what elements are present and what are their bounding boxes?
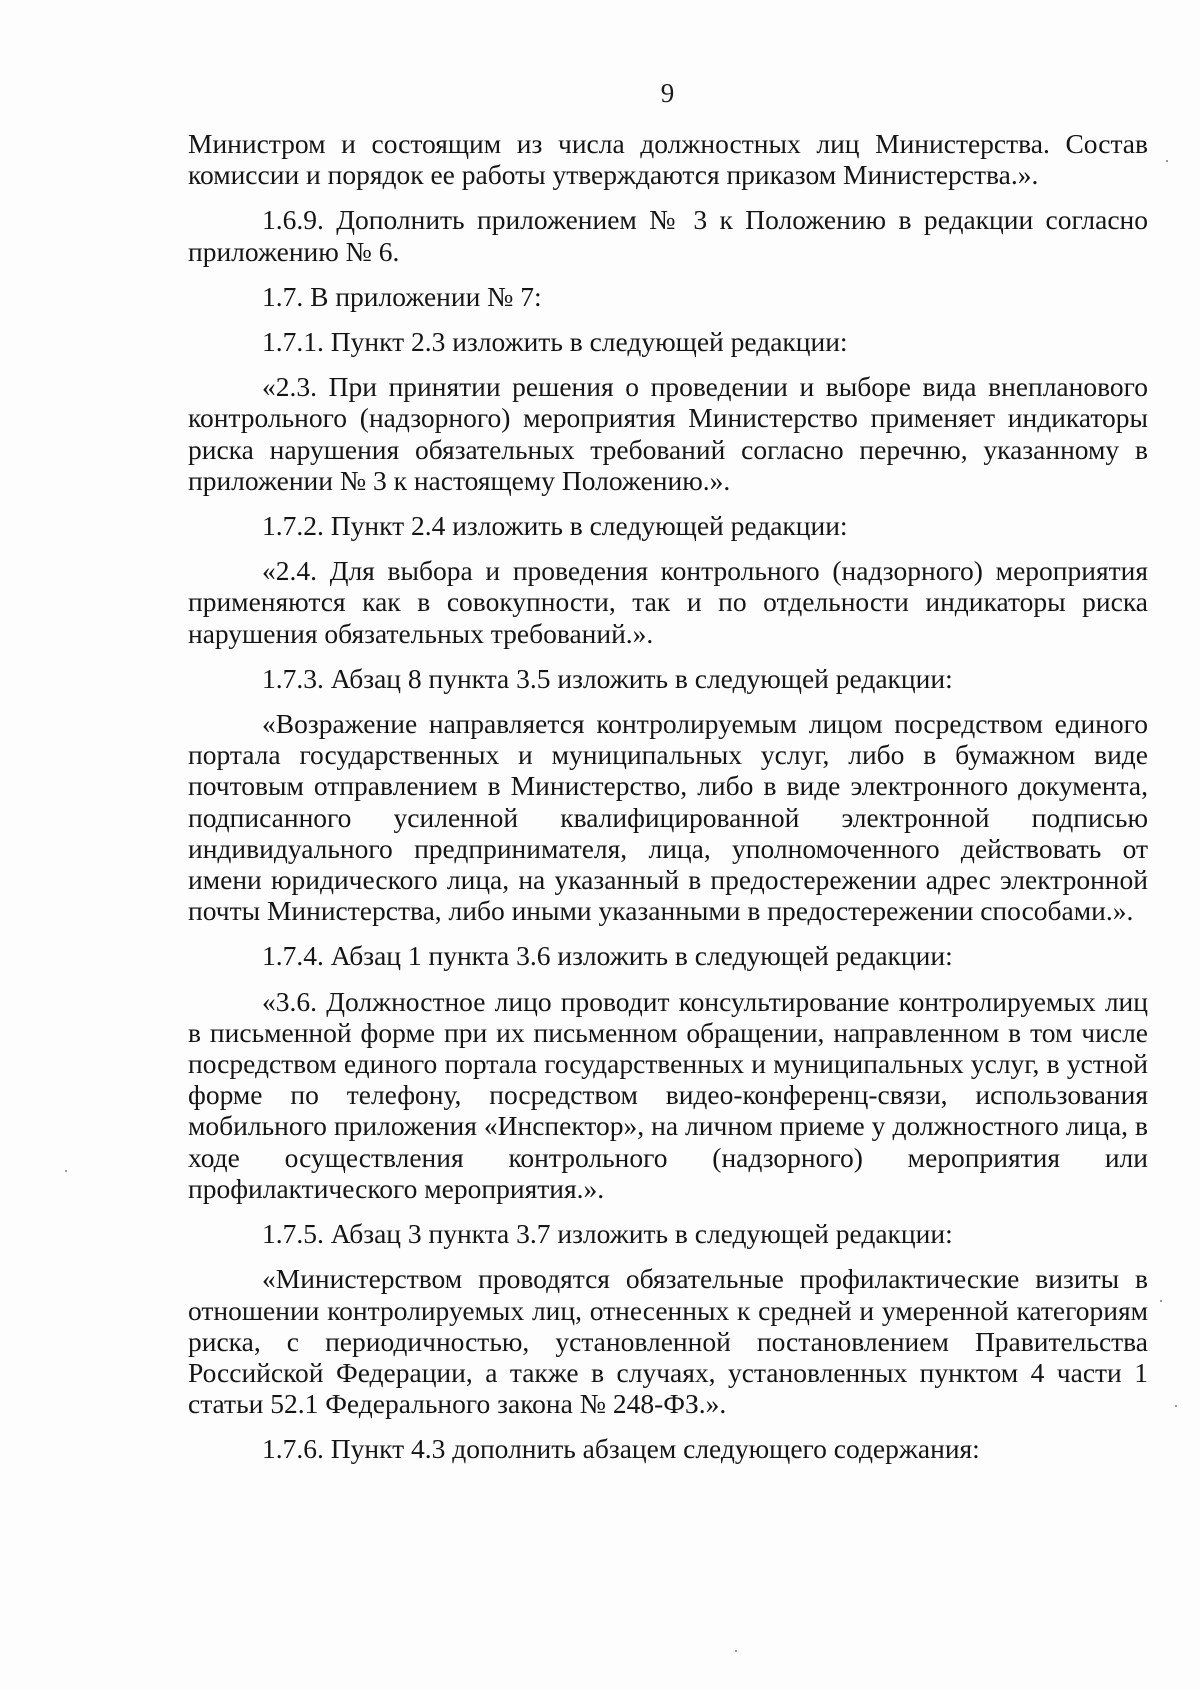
paragraph-1-6-9: 1.6.9. Дополнить приложением № 3 к Положению в редакции согласно приложению № 6. [188,204,1148,267]
paragraph-quote-objection: «Возражение направляется контролируемым лицом посредством единого портала государственных и муниципальных услуг, либо в бумажном виде почтовым отправлением в Министерство, либо в виде электронного документа, подписанного усиленной квалифицированной электронной подписью индивидуального предпринимателя, лица, уполномоченного действовать от имени юридического лица, на указанный в предостережении адрес электронной почты Министерства, либо иными указанными в предостережении способами.». [188,708,1148,927]
scan-speck [1166,160,1168,162]
paragraph-1-7-4: 1.7.4. Абзац 1 пункта 3.6 изложить в следующей редакции: [262,940,953,972]
paragraph-continuation: Министром и состоящим из числа должностных лиц Министерства. Состав комиссии и порядок ее работы утверждаются приказом Министерства.». [188,128,1148,191]
paragraph-quote-2-4: «2.4. Для выбора и проведения контрольного (надзорного) мероприятия применяются как в совокупности, так и по отдельности индикаторы риска нарушения обязательных требований.». [188,555,1148,649]
paragraph-1-7-2: 1.7.2. Пункт 2.4 изложить в следующей редакции: [262,510,848,542]
paragraph-quote-visits: «Министерством проводятся обязательные профилактические визиты в отношении контролируемых лиц, отнесенных к средней и умеренной категориям риска, с периодичностью, установленной постановлением Правительства Российской Федерации, а также в случаях, установленных пунктом 4 части 1 статьи 52.1 Федерального закона № 248-ФЗ.». [188,1263,1148,1420]
document-body [188,128,1148,1479]
page-number: 9 [660,78,675,108]
scan-speck [735,1650,737,1652]
scan-speck [65,1170,67,1172]
paragraph-1-7: 1.7. В приложении № 7: [262,280,542,312]
paragraph-quote-3-6: «3.6. Должностное лицо проводит консультирование контролируемых лиц в письменной форме при их письменном обращении, направленном в том числе посредством единого портала государственных и муниципальных услуг, в устной форме по телефону, посредством видео-конференц-связи, использования мобильного приложения «Инспектор», на личном приеме у должностного лица, в ходе осуществления контрольного (надзорного) мероприятия или профилактического мероприятия.». [188,985,1148,1204]
paragraph-1-7-5: 1.7.5. Абзац 3 пункта 3.7 изложить в следующей редакции: [262,1218,953,1250]
paragraph-1-7-3: 1.7.3. Абзац 8 пункта 3.5 изложить в следующей редакции: [262,662,953,694]
scan-speck [1175,1405,1177,1407]
paragraph-1-7-1: 1.7.1. Пункт 2.3 изложить в следующей редакции: [262,326,848,358]
scan-speck [1160,1300,1162,1302]
paragraph-1-7-6: 1.7.6. Пункт 4.3 дополнить абзацем следующего содержания: [262,1433,980,1465]
paragraph-quote-2-3: «2.3. При принятии решения о проведении и выборе вида внепланового контрольного (надзорного) мероприятия Министерство применяет индикаторы риска нарушения обязательных требований согласно перечню, указанному в приложении № 3 к настоящему Положению.». [188,371,1148,496]
